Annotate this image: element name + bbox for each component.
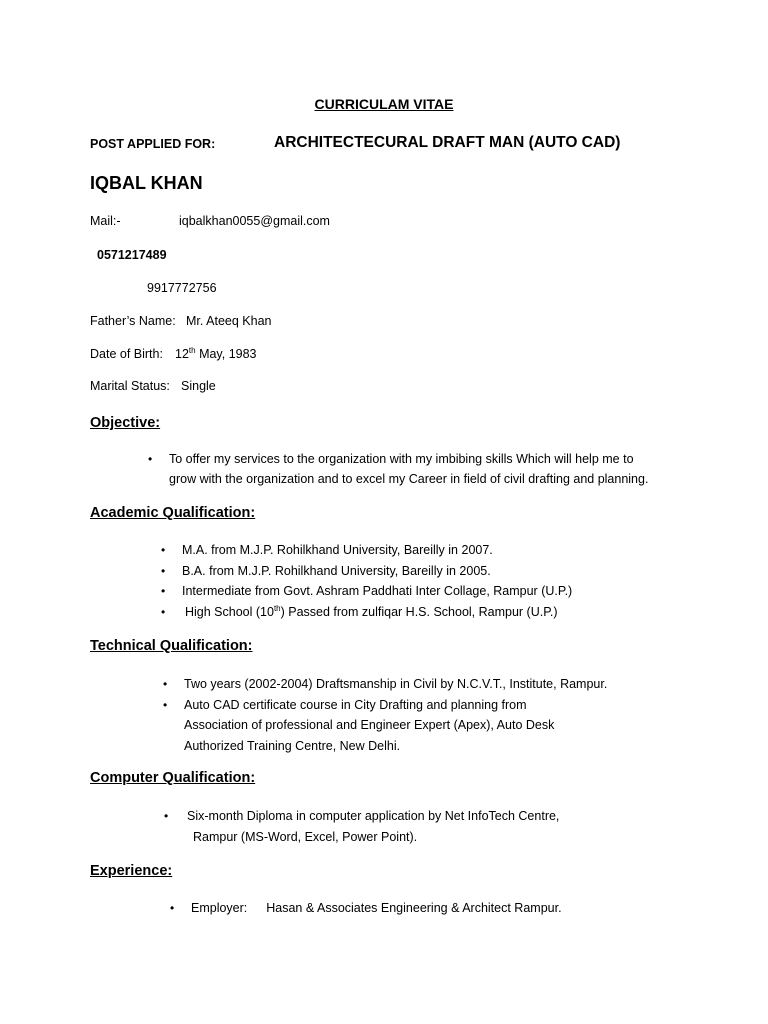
- post-applied-value: ARCHITECTECURAL DRAFT MAN (AUTO CAD): [274, 134, 621, 151]
- list-item: [163, 674, 608, 695]
- list-item: [161, 540, 572, 561]
- list-item-continuation: [193, 827, 565, 848]
- objective-heading: Objective:: [90, 415, 161, 431]
- bullet-icon: •: [161, 604, 166, 619]
- bullet-icon: •: [161, 563, 166, 578]
- technical-item-2-line-1: Auto CAD certificate course in City Drafting and planning from: [184, 697, 527, 712]
- bullet-icon: •: [164, 809, 169, 823]
- mail-label: Mail:-: [90, 214, 121, 228]
- bullet-icon: •: [163, 697, 168, 712]
- technical-item-2-line-2: Association of professional and Engineer Expert (Apex), Auto Desk: [184, 718, 555, 732]
- objective-list: [148, 449, 649, 489]
- technical-heading: Technical Qualification:: [90, 638, 253, 654]
- academic-item-1: M.A. from M.J.P. Rohilkhand University, Bareilly in 2007.: [182, 543, 493, 557]
- candidate-name: IQBAL KHAN: [90, 173, 203, 193]
- dob-rest: May, 1983: [199, 347, 257, 361]
- academic-item-4-pre: High School (10: [185, 604, 274, 619]
- computer-list: [164, 806, 560, 847]
- document-title: CURRICULAM VITAE: [314, 96, 454, 112]
- objective-line-2: grow with the organization and to excel my Career in field of civil drafting and planning.: [169, 471, 649, 486]
- list-item: [161, 581, 573, 602]
- computer-item-1-line-2: Rampur (MS-Word, Excel, Power Point).: [193, 829, 418, 844]
- academic-heading: Academic Qualification:: [90, 505, 256, 521]
- list-item-continuation: [169, 469, 648, 490]
- mail-value: iqbalkhan0055@gmail.com: [179, 214, 330, 228]
- list-item: [163, 695, 607, 716]
- marital-status-value: Single: [181, 379, 216, 393]
- technical-item-1: Two years (2002-2004) Draftsmanship in Civil by N.C.V.T., Institute, Rampur.: [184, 677, 608, 691]
- objective-line-1: To offer my services to the organization with my imbibing skills Which will help me to: [169, 452, 634, 466]
- bullet-icon: •: [161, 584, 166, 598]
- employer-value: Hasan & Associates Engineering & Architect Rampur.: [266, 901, 562, 915]
- technical-item-2-line-3: Authorized Training Centre, New Delhi.: [184, 738, 401, 753]
- list-item: [161, 602, 575, 623]
- computer-item-1-line-1: Six-month Diploma in computer application by Net InfoTech Centre,: [187, 809, 560, 823]
- dob-value: [175, 347, 257, 361]
- list-item-continuation: [184, 736, 607, 757]
- father-name-label: Father’s Name:: [90, 314, 176, 328]
- academic-item-4-post: ) Passed from zulfiqar H.S. School, Rampur (U.P.): [280, 604, 558, 619]
- father-name-value: Mr. Ateeq Khan: [186, 314, 272, 328]
- dob-label: Date of Birth:: [90, 347, 163, 361]
- technical-list: [163, 674, 608, 756]
- marital-status-label: Marital Status:: [90, 379, 170, 393]
- computer-heading: Computer Qualification:: [90, 770, 256, 786]
- academic-item-3: Intermediate from Govt. Ashram Paddhati Inter Collage, Rampur (U.P.): [182, 584, 573, 598]
- list-item: [164, 806, 560, 827]
- experience-heading: Experience:: [90, 863, 173, 879]
- experience-list: [170, 898, 562, 919]
- list-item: [170, 898, 562, 919]
- employer-label: Employer:: [191, 901, 248, 915]
- phone-1: 0571217489: [97, 248, 167, 262]
- academic-item-4-sup: th: [273, 603, 281, 613]
- list-item: [148, 449, 648, 470]
- post-applied-label: POST APPLIED FOR:: [90, 137, 216, 151]
- dob-day-suffix: th: [188, 345, 196, 355]
- bullet-icon: •: [170, 901, 175, 915]
- list-item: [161, 561, 572, 582]
- bullet-icon: •: [161, 543, 166, 557]
- bullet-icon: •: [148, 452, 153, 466]
- academic-list: [161, 540, 573, 622]
- list-item-continuation: [184, 715, 607, 736]
- dob-day: 12: [175, 347, 189, 361]
- academic-item-2: B.A. from M.J.P. Rohilkhand University, Bareilly in 2005.: [182, 563, 491, 578]
- bullet-icon: •: [163, 677, 168, 691]
- phone-2: 9917772756: [147, 281, 217, 295]
